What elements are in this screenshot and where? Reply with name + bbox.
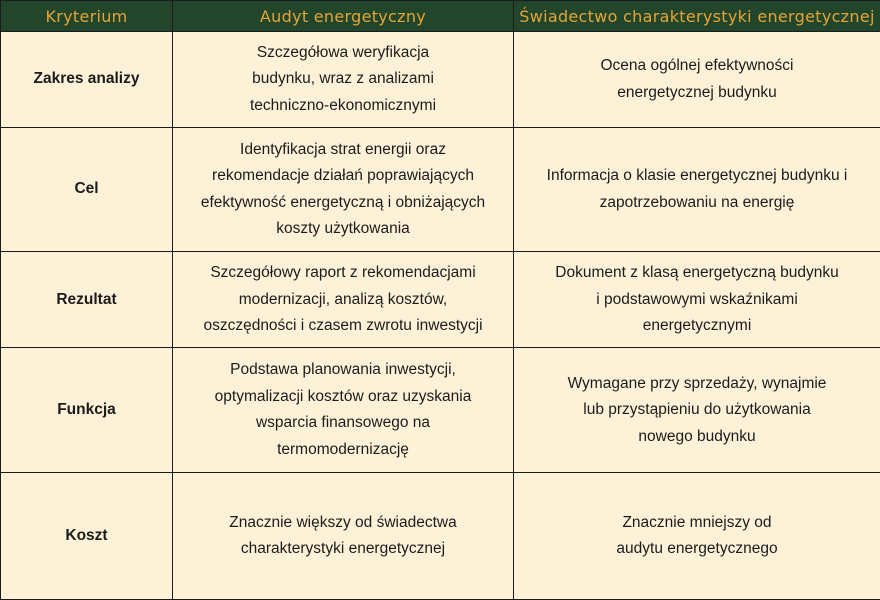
- table-row: [1, 128, 880, 252]
- audit-text-line: termomodernizację: [177, 437, 509, 464]
- table-body: [1, 32, 880, 600]
- audit-text-line: wsparcia finansowego na: [177, 410, 509, 437]
- audit-text-line: rekomendacje działań poprawiających: [177, 163, 509, 190]
- audit-cell: [173, 252, 514, 348]
- header-criterion: Kryterium: [1, 1, 173, 32]
- audit-text-line: Szczegółowa weryfikacja: [177, 40, 509, 67]
- audit-cell: [173, 348, 514, 473]
- certificate-text-line: Dokument z klasą energetyczną budynku: [518, 260, 876, 287]
- certificate-text-line: nowego budynku: [518, 424, 876, 451]
- audit-text-line: efektywność energetyczną i obniżających: [177, 190, 509, 217]
- certificate-text-line: energetycznej budynku: [518, 80, 876, 107]
- audit-text-line: Szczegółowy raport z rekomendacjami: [177, 260, 509, 287]
- audit-text-line: Identyfikacja strat energii oraz: [177, 137, 509, 164]
- audit-text-line: charakterystyki energetycznej: [177, 536, 509, 563]
- criterion-cell: Funkcja: [1, 348, 173, 473]
- table-row: [1, 32, 880, 128]
- header-audit: Audyt energetyczny: [173, 1, 514, 32]
- table-row: [1, 473, 880, 600]
- certificate-text-line: Informacja o klasie energetycznej budynku i: [518, 163, 876, 190]
- audit-text-line: optymalizacji kosztów oraz uzyskania: [177, 384, 509, 411]
- certificate-cell: [514, 348, 880, 473]
- criterion-cell: Rezultat: [1, 252, 173, 348]
- criterion-cell: Koszt: [1, 473, 173, 600]
- certificate-text-line: zapotrzebowaniu na energię: [518, 190, 876, 217]
- certificate-cell: [514, 252, 880, 348]
- audit-text-line: Znacznie większy od świadectwa: [177, 510, 509, 537]
- audit-text-line: Podstawa planowania inwestycji,: [177, 357, 509, 384]
- audit-cell: [173, 32, 514, 128]
- certificate-cell: [514, 473, 880, 600]
- certificate-text-line: audytu energetycznego: [518, 536, 876, 563]
- certificate-cell: [514, 128, 880, 252]
- certificate-text-line: Wymagane przy sprzedaży, wynajmie: [518, 371, 876, 398]
- table-row: [1, 252, 880, 348]
- certificate-text-line: Ocena ogólnej efektywności: [518, 53, 876, 80]
- certificate-cell: [514, 32, 880, 128]
- audit-cell: [173, 128, 514, 252]
- audit-text-line: modernizacji, analizą kosztów,: [177, 287, 509, 314]
- audit-text-line: techniczno-ekonomicznymi: [177, 93, 509, 120]
- certificate-text-line: Znacznie mniejszy od: [518, 510, 876, 537]
- certificate-text-line: energetycznymi: [518, 313, 876, 340]
- criterion-cell: Zakres analizy: [1, 32, 173, 128]
- header-row: [1, 1, 880, 32]
- header-certificate: Świadectwo charakterystyki energetycznej: [514, 1, 880, 32]
- certificate-text-line: i podstawowymi wskaźnikami: [518, 287, 876, 314]
- audit-text-line: oszczędności i czasem zwrotu inwestycji: [177, 313, 509, 340]
- audit-text-line: koszty użytkowania: [177, 216, 509, 243]
- audit-cell: [173, 473, 514, 600]
- certificate-text-line: lub przystąpieniu do użytkowania: [518, 397, 876, 424]
- criterion-cell: Cel: [1, 128, 173, 252]
- audit-text-line: budynku, wraz z analizami: [177, 66, 509, 93]
- table-row: [1, 348, 880, 473]
